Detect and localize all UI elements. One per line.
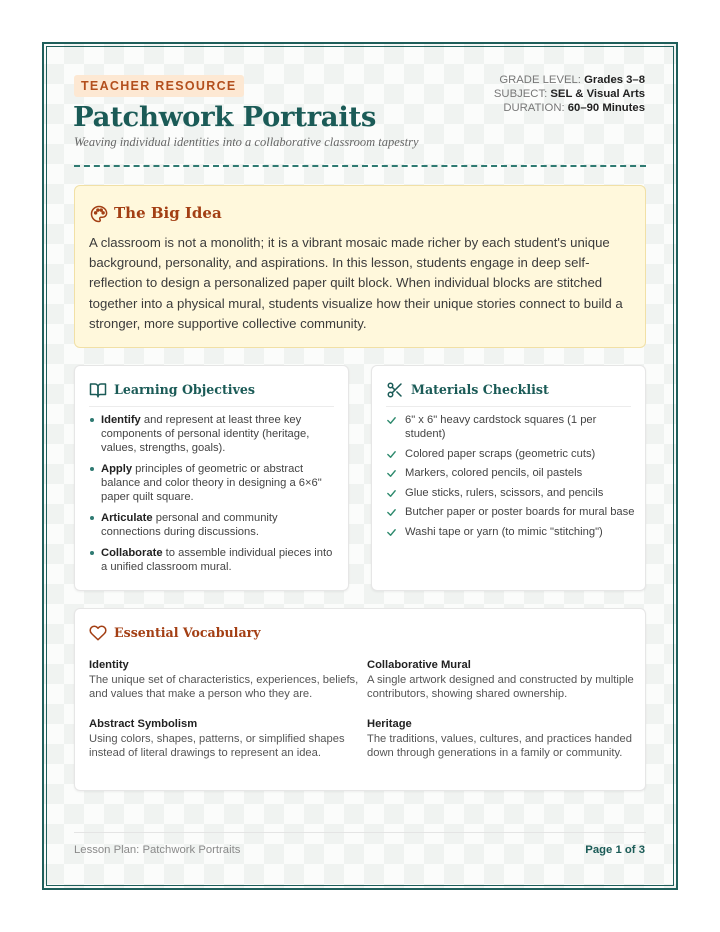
palette-icon [90,205,108,223]
objective-verb: Collaborate [101,547,163,559]
big-idea-heading: The Big Idea [114,204,222,222]
meta-value: 60–90 Minutes [567,102,645,114]
list-item [89,413,339,455]
vocab-term [367,718,637,760]
list-item [386,447,636,461]
vocab-term-definition: The unique set of characteristics, experiences, beliefs, and values that make a person who they are. [89,674,359,700]
header-divider [74,165,646,167]
vocab-term-name: Heritage [367,718,412,730]
objective-verb: Apply [101,463,133,475]
list-item [89,462,339,504]
footer-lesson-title: Lesson Plan: Patchwork Portraits [74,844,241,856]
meta-label: SUBJECT: [493,88,548,100]
material-text: Colored paper scraps (geometric cuts) [405,447,596,460]
check-icon [386,468,397,479]
meta-value: Grades 3–8 [584,74,645,86]
materials-list [386,413,636,544]
check-icon [386,507,397,518]
total-pages: 3 [638,844,645,856]
page-subtitle: Weaving individual identities into a collaborative classroom tapestry [74,135,419,149]
vocab-term-definition: Using colors, shapes, patterns, or simplified shapes instead of literal drawings to represent an idea. [89,733,345,759]
list-item [386,525,636,539]
big-idea-body: A classroom is not a monolith; it is a vibrant mosaic made richer by each student's unique background, personality, and aspirations. In this lesson, students engage in deep self-reflection to design a personalized paper quilt block. When individual blocks are stitched together into a physical mural, students visualize how their unique stories connect to build a stronger, more supportive collective community. [89,235,623,331]
material-text: Washi tape or yarn (to mimic "stitching") [405,525,603,538]
check-icon [386,527,397,538]
list-item [386,466,636,480]
essential-vocabulary-card [74,608,646,791]
list-item [386,413,636,441]
vocab-term-name: Collaborative Mural [367,659,471,671]
list-item [89,511,339,539]
materials-checklist-card [371,365,646,591]
bullet-icon [90,551,94,555]
objective-verb: Identify [101,414,141,426]
check-icon [386,488,397,499]
material-text: Butcher paper or poster boards for mural base [405,506,635,518]
footer-divider [74,832,646,833]
material-text: 6" x 6" heavy cardstock squares (1 per student) [405,414,597,440]
meta-duration [494,101,645,115]
material-text: Glue sticks, rulers, scissors, and pencils [405,486,604,499]
vocab-term [89,659,359,701]
bullet-icon [90,418,94,422]
scissors-icon [386,381,404,399]
current-page: 1 [615,844,622,856]
vocabulary-heading: Essential Vocabulary [114,625,261,640]
meta-value: SEL & Visual Arts [550,88,645,100]
objective-text: and represent at least three key components of personal identity (heritage, values, strengths, goals). [101,414,310,454]
big-idea-callout [74,185,646,348]
divider [89,406,334,407]
lesson-meta [494,73,645,115]
check-icon [386,449,397,460]
bullet-icon [90,467,94,471]
objectives-heading: Learning Objectives [114,382,255,397]
meta-grade-level [494,73,645,87]
list-item [89,546,339,574]
teacher-resource-badge: TEACHER RESOURCE [74,75,244,97]
book-open-icon [89,381,107,399]
of-label: of [624,844,636,856]
divider [386,406,631,407]
meta-label: DURATION: [503,102,565,114]
vocab-term [367,659,637,701]
list-item [386,505,636,519]
page-title: Patchwork Portraits [73,101,377,133]
material-text: Markers, colored pencils, oil pastels [405,467,583,479]
objective-verb: Articulate [101,512,153,524]
vocab-term-name: Abstract Symbolism [89,718,198,730]
materials-heading: Materials Checklist [411,382,549,397]
vocab-term-name: Identity [89,659,129,671]
vocab-term-definition: A single artwork designed and constructed by multiple contributors, showing shared ownership. [367,674,634,700]
meta-label: GRADE LEVEL: [499,74,581,86]
objective-text: to assemble individual pieces into a unified classroom mural. [101,547,333,573]
check-icon [386,415,397,426]
objectives-list [89,413,339,581]
objective-text: principles of geometric or abstract balance and color theory in designing a 6×6" paper quilt square. [101,463,322,503]
learning-objectives-card [74,365,349,591]
vocab-term [89,718,359,760]
bullet-icon [90,516,94,520]
list-item [386,486,636,500]
page-number [585,844,645,856]
meta-subject [494,87,645,101]
objective-text: personal and community connections during discussions. [101,512,278,538]
heart-icon [89,624,107,642]
vocab-term-definition: The traditions, values, cultures, and practices handed down through generations in a family or community. [367,733,632,759]
page-label: Page [585,844,613,856]
